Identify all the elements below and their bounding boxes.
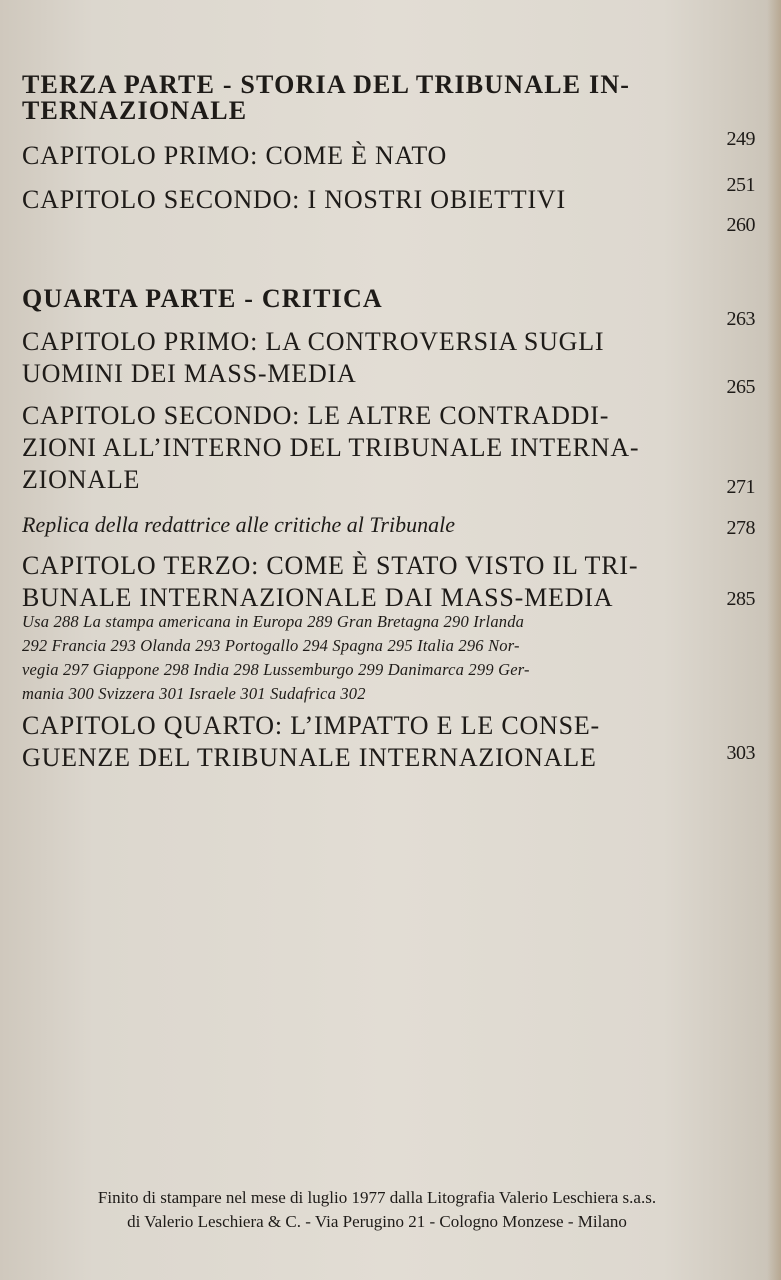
- toc-part-4-chapter-3-page: 285: [726, 588, 755, 610]
- toc-countries-line4: mania 300 Svizzera 301 Israele 301 Sudafrica 302: [22, 684, 366, 703]
- toc-part-4-chapter-1-page: 265: [726, 376, 755, 398]
- toc-part-4-chapter-4-line2: GUENZE DEL TRIBUNALE INTERNAZIONALE: [22, 743, 597, 772]
- toc-part-4-chapter-4-line1: CAPITOLO QUARTO: L’IMPATTO E LE CONSE-: [22, 711, 601, 740]
- toc-part-3-chapter-1-page: 251: [726, 174, 755, 196]
- toc-part-3-chapter-1: CAPITOLO PRIMO: COME È NATO: [22, 141, 448, 170]
- toc-part-4-chapter-2-line1: CAPITOLO SECONDO: LE ALTRE CONTRADDI-: [22, 401, 610, 430]
- toc-part-3-page: 249: [726, 128, 755, 150]
- toc-part-3: [22, 72, 682, 124]
- colophon: [22, 1186, 732, 1234]
- toc-part-4-chapter-1: [22, 326, 682, 390]
- toc-part-4-chapter-2-page: 271: [726, 476, 755, 498]
- page-edge-shadow: [767, 0, 781, 1280]
- toc-countries-line1: Usa 288 La stampa americana in Europa 289 Gran Bretagna 290 Irlanda: [22, 612, 525, 631]
- toc-countries-line3: vegia 297 Giappone 298 India 298 Lussemburgo 299 Danimarca 299 Ger-: [22, 660, 530, 679]
- toc-part-4-chapter-1-line2: UOMINI DEI MASS-MEDIA: [22, 359, 357, 388]
- toc-part-3-chapter-2: CAPITOLO SECONDO: I NOSTRI OBIETTIVI: [22, 185, 566, 214]
- colophon-line2: di Valerio Leschiera & C. - Via Perugino 21 - Cologno Monzese - Milano: [127, 1212, 627, 1231]
- toc-part-4-chapter-1-line1: CAPITOLO PRIMO: LA CONTROVERSIA SUGLI: [22, 327, 605, 356]
- toc-replica-page: 278: [726, 517, 755, 539]
- colophon-line1: Finito di stampare nel mese di luglio 1977 dalla Litografia Valerio Leschiera s.a.s.: [97, 1188, 657, 1207]
- toc-part-4-chapter-2-line2: ZIONI ALL’INTERNO DEL TRIBUNALE INTERNA-: [22, 433, 640, 462]
- toc-part-4-chapter-2: [22, 400, 682, 496]
- toc-replica: Replica della redattrice alle critiche al Tribunale: [22, 512, 455, 537]
- toc-part-4-chapter-3: [22, 550, 682, 614]
- toc-part-4-chapter-3-line1: CAPITOLO TERZO: COME È STATO VISTO IL TRI-: [22, 551, 639, 580]
- toc-part-3-chapter-2-page: 260: [726, 214, 755, 236]
- toc-part-3-line1: TERZA PARTE - STORIA DEL TRIBUNALE IN-: [22, 70, 631, 99]
- toc-part-4-chapter-3-line2: BUNALE INTERNAZIONALE DAI MASS-MEDIA: [22, 583, 614, 612]
- toc-countries-list: [22, 610, 682, 706]
- toc-part-4-chapter-4: [22, 710, 682, 774]
- toc-part-4-page: 263: [726, 308, 755, 330]
- toc-part-4-chapter-2-line3: ZIONALE: [22, 465, 141, 494]
- toc-part-3-line2: TERNAZIONALE: [22, 96, 248, 125]
- toc-part-4: QUARTA PARTE - CRITICA: [22, 284, 383, 313]
- toc-countries-line2: 292 Francia 293 Olanda 293 Portogallo 294 Spagna 295 Italia 296 Nor-: [22, 636, 520, 655]
- toc-part-4-chapter-4-page: 303: [726, 742, 755, 764]
